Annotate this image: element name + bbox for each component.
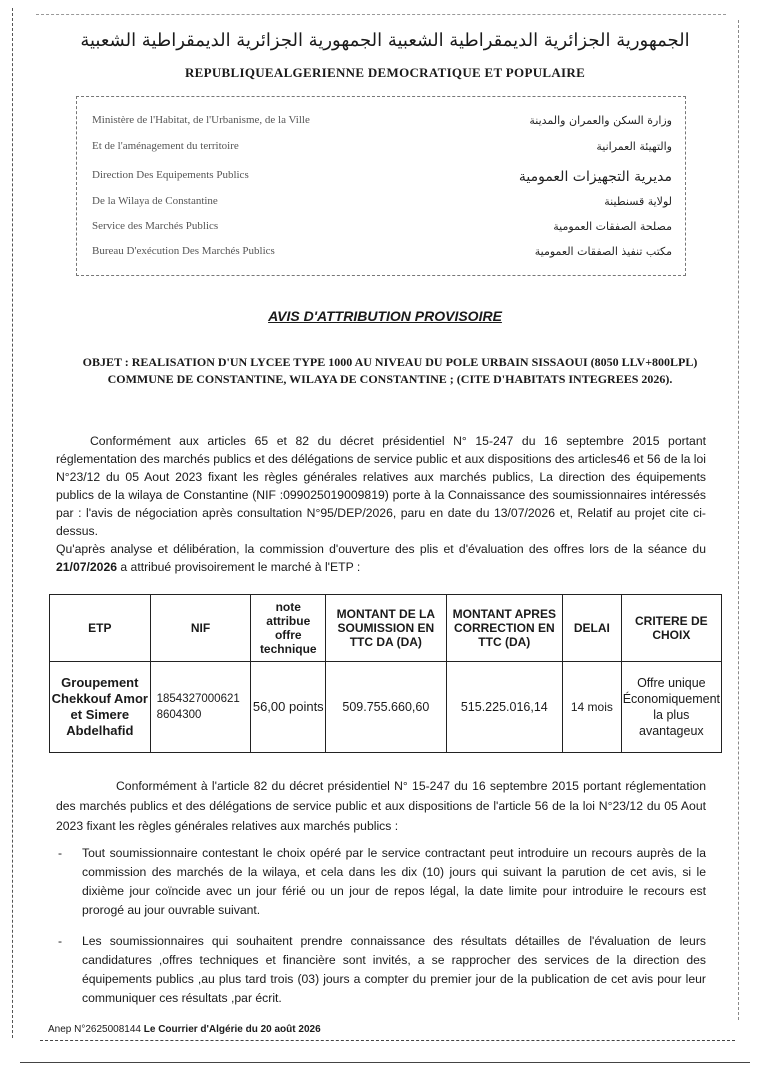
- avis-title: AVIS D'ATTRIBUTION PROVISOIRE: [268, 308, 502, 324]
- bullet-dash: -: [58, 934, 63, 948]
- ministry-fr: Ministère de l'Habitat, de l'Urbanisme, de la Ville: [92, 114, 310, 126]
- ministry-fr: Direction Des Equipements Publics: [92, 169, 249, 181]
- header-note: note attribue offre technique: [251, 595, 326, 662]
- left-cut-line: [12, 8, 14, 1038]
- list-item: [56, 844, 706, 920]
- header-nif: NIF: [150, 595, 251, 662]
- ministry-row: [92, 245, 672, 267]
- attribution-table: [49, 594, 722, 753]
- ministry-row: [92, 195, 672, 217]
- attribution-date: 21/07/2026: [56, 560, 117, 574]
- publication-footer: [48, 1024, 321, 1035]
- top-divider: [36, 14, 726, 15]
- right-cut-line: [738, 20, 740, 1020]
- list-item-text: Tout soumissionnaire contestant le choix opéré par le service contractant peut introduire un recours auprès de la commission des marchés de la wilaya, et cela dans les dix (10) jours qui suivant la parution de cet avis, si le dixième jour coïncide avec un jour férié ou un jour de repos légal, la date limite pour introduire le recours est prorogé au jour ouvrable suivant.: [82, 846, 706, 917]
- header-delai: DELAI: [563, 595, 622, 662]
- table-row: [50, 662, 722, 753]
- header-etp: ETP: [50, 595, 151, 662]
- recours-list: [56, 844, 706, 1020]
- french-republic-title: REPUBLIQUEALGERIENNE DEMOCRATIQUE ET POPULAIRE: [184, 65, 586, 80]
- arabic-republic-title: الجمهورية الجزائرية الديمقراطية الشعبية الجمهورية الجزائرية الديمقراطية الشعبية: [80, 30, 690, 51]
- ministry-ar: والتهيئة العمرانية: [596, 140, 672, 153]
- objet-heading: OBJET : REALISATION D'UN LYCEE TYPE 1000 AU NIVEAU DU POLE URBAIN SISSAOUI (8050 LLV+800LPL) COMMUNE DE CONSTANTINE, WILAYA DE CONSTANTINE ; (CITE D'HABITATS INTEGREES 2026).: [82, 355, 698, 386]
- cell-etp: Groupement Chekkouf Amor et Simere Abdelhafid: [50, 662, 151, 753]
- ministry-fr: Et de l'aménagement du territoire: [92, 140, 239, 152]
- ministry-fr: Service des Marchés Publics: [92, 220, 219, 232]
- ministry-row: [92, 140, 672, 162]
- bullet-dash: -: [58, 846, 63, 860]
- ministry-ar: لولاية قسنطينة: [604, 195, 672, 208]
- paragraph-legal-basis: Conformément aux articles 65 et 82 du décret présidentiel N° 15-247 du 16 septembre 2015 portant réglementation des marchés publics et des délégations de service public et aux dispositions des articles46 et 56 de la loi N°23/12 du 05 Aout 2023 fixant les règles générales relatives aux marchés publics, La direction des équipements publics de la wilaya de Constantine (NIF :099025019009819) porte à la Connaissance des soumissionnaires intéressés par : l'avis de négociation après consultation N°95/DEP/2026, paru en date du 13/07/2026 et, Relatif au projet cite ci-dessus.: [56, 434, 706, 538]
- anep-reference: Anep N°2625008144: [48, 1024, 144, 1035]
- ministry-ar: مديرية التجهيزات العمومية: [518, 169, 672, 185]
- paragraph-recours-basis: Conformément à l'article 82 du décret présidentiel N° 15-247 du 16 septembre 2015 portant réglementation des marchés publics et des délégations de service public et aux dispositions de l'article 56 de la loi N°23/12 du 05 Aout 2023 fixant les règles générales relatives aux marchés publics :: [56, 779, 706, 833]
- cell-delai: 14 mois: [563, 662, 622, 753]
- ministry-ar: مصلحة الصفقات العمومية: [553, 220, 672, 233]
- cell-nif: 1854327000621 8604300: [150, 662, 251, 753]
- bottom-divider: [40, 1040, 735, 1041]
- list-item-text: Les soumissionnaires qui souhaitent prendre connaissance des résultats détailles de l'évaluation de leurs candidatures ,offres techniques et financière sont invités, a se rapprocher des services de la direction des équipements publics ,au plus tard trois (03) jours a compter du premier jour de la publication de cet avis pour leur communiquer ces résultats ,par écrit.: [82, 934, 706, 1005]
- header-montant-correction: MONTANT APRES CORRECTION EN TTC (DA): [446, 595, 563, 662]
- cell-critere: Offre unique Économiquement la plus avantageux: [621, 662, 721, 753]
- bottom-border: [20, 1062, 750, 1063]
- header-montant-soumission: MONTANT DE LA SOUMISSION EN TTC DA (DA): [326, 595, 446, 662]
- list-item: [56, 932, 706, 1008]
- header-critere: CRITERE DE CHOIX: [621, 595, 721, 662]
- ministry-row: [92, 220, 672, 242]
- ministry-fr: Bureau D'exécution Des Marchés Publics: [92, 245, 275, 257]
- paragraph-attribution: [56, 540, 706, 576]
- cell-montant-correction: 515.225.016,14: [446, 662, 563, 753]
- attribution-text-after: a attribué provisoirement le marché à l'ETP :: [117, 560, 361, 574]
- cell-montant-soumission: 509.755.660,60: [326, 662, 446, 753]
- table-header-row: [50, 595, 722, 662]
- ministry-fr: De la Wilaya de Constantine: [92, 195, 218, 207]
- ministry-ar: وزارة السكن والعمران والمدينة: [529, 114, 672, 127]
- ministry-ar: مكتب تنفيذ الصفقات العمومية: [534, 245, 672, 258]
- ministry-row: [92, 169, 672, 191]
- cell-note: 56,00 points: [251, 662, 326, 753]
- newspaper-source: Le Courrier d'Algérie du 20 août 2026: [143, 1024, 321, 1035]
- attribution-text-before: Qu'après analyse et délibération, la commission d'ouverture des plis et d'évaluation des offres lors de la séance du: [56, 542, 706, 556]
- ministry-row: [92, 114, 672, 136]
